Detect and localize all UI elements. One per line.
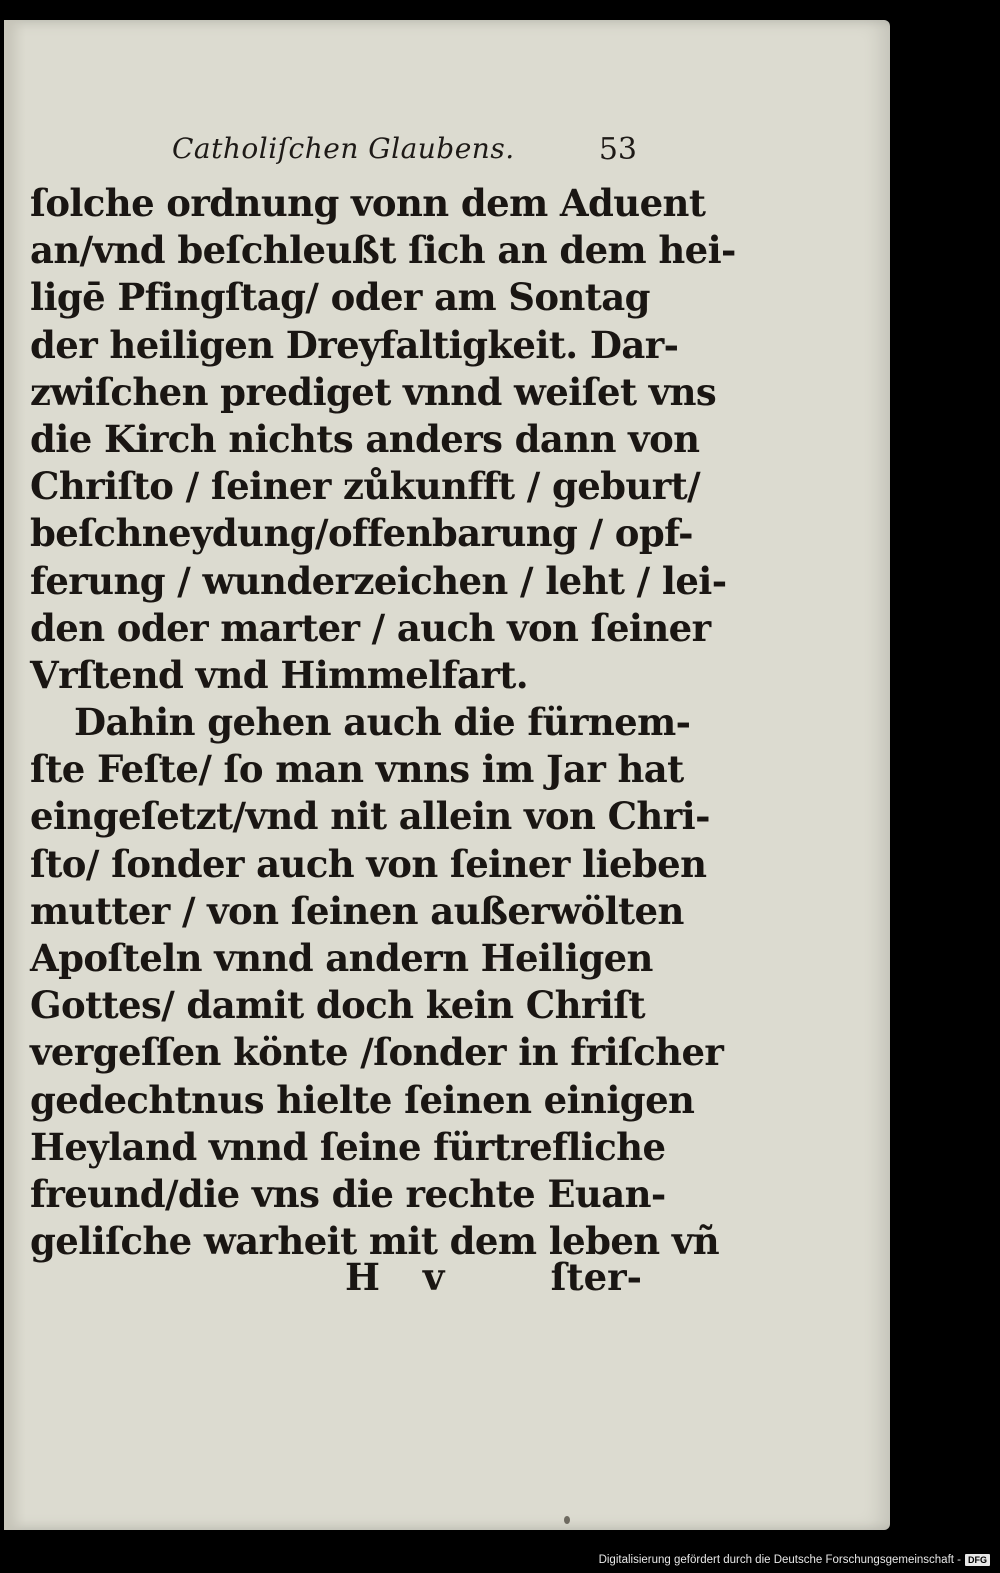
text-line: eingeſetzt/vnd nit allein von Chri- (30, 794, 710, 839)
text-line: geliſche warheit mit dem leben vñ (30, 1219, 720, 1264)
body-text (30, 180, 736, 1265)
text-line: vergeſſen könte /ſonder in friſcher (30, 1030, 724, 1075)
text-line: Apoſteln vnnd andern Heiligen (30, 936, 653, 980)
text-line: den oder marter / auch von ſeiner (30, 605, 711, 650)
text-line: Chriſto / ſeiner zůkunfft / geburt/ (30, 464, 701, 509)
signature-mark: H v (345, 1255, 445, 1299)
running-title: Catholiſchen Glaubens. (172, 132, 515, 165)
text-line: zwiſchen prediget vnnd weiſet vns (30, 369, 717, 414)
text-line: ſolche ordnung vonn dem Aduent (30, 181, 706, 225)
text-line: ferung / wunderzeichen / leht / lei- (30, 558, 727, 603)
text-line: Heyland vnnd ſeine fürtrefliche (30, 1124, 666, 1169)
dfg-logo: DFG (965, 1554, 990, 1566)
text-line: ſte Feſte/ ſo man vnns im Jar hat (30, 747, 684, 792)
running-head (172, 128, 637, 176)
text-line: die Kirch nichts anders dann von (30, 416, 700, 461)
text-line: ſto/ ſonder auch von ſeiner lieben (30, 841, 707, 886)
text-line: Gottes/ damit doch kein Chriſt (30, 983, 646, 1028)
text-line: der heiligen Dreyfaltigkeit. Dar- (30, 322, 679, 367)
text-line: gedechtnus hielte ſeinen einigen (30, 1077, 695, 1122)
catchword: ſter- (550, 1255, 642, 1299)
text-line: ligē Pfingſtag/ oder am Sontag (30, 275, 650, 320)
text-line: Vrſtend vnd Himmelfart. (30, 652, 529, 697)
paragraph-start-line: Dahin gehen auch die fürnem- (74, 700, 691, 745)
page-foot (30, 1255, 642, 1303)
page-number: 53 (598, 132, 637, 167)
text-line: an/vnd beſchleußt ſich an dem hei- (30, 228, 736, 273)
text-line: beſchneydung/offenbarung / opf- (30, 511, 693, 556)
ink-spot (564, 1516, 570, 1524)
digitization-footer (599, 1553, 990, 1567)
text-line: freund/die vns die rechte Euan- (30, 1171, 666, 1216)
funding-credit: Digitalisierung gefördert durch die Deutsche Forschungsgemeinschaft - (598, 1554, 961, 1566)
book-page (4, 20, 890, 1530)
text-line: mutter / von ſeinen außerwölten (30, 888, 684, 933)
